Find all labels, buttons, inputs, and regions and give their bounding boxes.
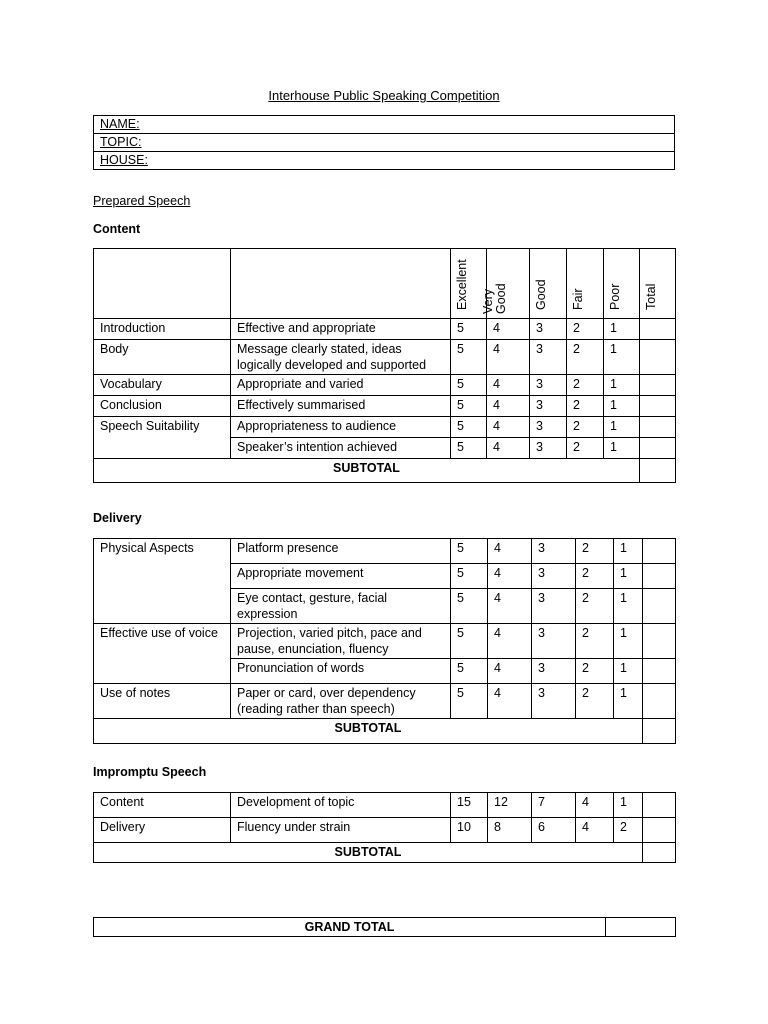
score-cell[interactable]: 7 (532, 793, 576, 818)
score-cell[interactable]: 3 (530, 340, 567, 375)
category-cell: Vocabulary (94, 375, 231, 396)
page-title: Interhouse Public Speaking Competition (268, 88, 500, 103)
table-row (94, 659, 676, 684)
score-cell[interactable]: 2 (567, 417, 604, 438)
category-cell: Content (94, 793, 231, 818)
score-cell[interactable]: 3 (532, 539, 576, 564)
score-cell[interactable]: 4 (576, 818, 614, 843)
table-row (94, 340, 676, 375)
category-cell: Conclusion (94, 396, 231, 417)
score-cell[interactable]: 3 (530, 438, 567, 459)
participant-info-table (93, 115, 675, 170)
impromptu-subtotal-row (94, 843, 676, 863)
delivery-rows (94, 539, 676, 719)
score-cell[interactable]: 12 (488, 793, 532, 818)
score-cell[interactable]: 5 (451, 659, 488, 684)
total-cell[interactable] (643, 589, 676, 624)
criterion-cell: Effectively summarised (231, 396, 451, 417)
impromptu-speech-heading: Impromptu Speech (93, 765, 207, 779)
score-cell[interactable]: 4 (488, 659, 532, 684)
content-header-row (94, 249, 676, 319)
criterion-cell: Effective and appropriate (231, 319, 451, 340)
score-cell[interactable]: 1 (604, 417, 640, 438)
subtotal-label: SUBTOTAL (94, 843, 643, 863)
impromptu-rows (94, 793, 676, 843)
score-cell[interactable]: 2 (567, 375, 604, 396)
header-poor: Poor (604, 249, 640, 319)
name-field[interactable]: NAME: (94, 116, 675, 134)
score-cell[interactable]: 4 (487, 375, 530, 396)
header-good: Good (530, 249, 567, 319)
score-cell[interactable]: 5 (451, 396, 487, 417)
category-cell: Speech Suitability (94, 417, 231, 438)
total-cell[interactable] (640, 319, 676, 340)
score-cell[interactable]: 3 (532, 564, 576, 589)
score-cell[interactable]: 3 (530, 417, 567, 438)
score-cell[interactable]: 5 (451, 564, 488, 589)
score-cell[interactable]: 4 (487, 319, 530, 340)
criterion-cell: Appropriate movement (231, 564, 451, 589)
score-cell[interactable]: 6 (532, 818, 576, 843)
total-cell[interactable] (643, 564, 676, 589)
category-cell: Physical Aspects (94, 539, 231, 564)
score-cell[interactable]: 4 (576, 793, 614, 818)
table-row (94, 793, 676, 818)
score-cell[interactable]: 1 (614, 564, 643, 589)
score-cell[interactable]: 15 (451, 793, 488, 818)
score-cell[interactable]: 5 (451, 684, 488, 719)
score-cell[interactable]: 3 (532, 684, 576, 719)
score-cell[interactable]: 3 (530, 319, 567, 340)
category-cell: Body (94, 340, 231, 375)
score-cell[interactable]: 5 (451, 340, 487, 375)
table-row (94, 375, 676, 396)
category-cell: Use of notes (94, 684, 231, 719)
score-cell[interactable]: 2 (567, 340, 604, 375)
score-cell[interactable]: 3 (530, 396, 567, 417)
subtotal-cell[interactable] (643, 719, 676, 744)
score-cell[interactable]: 2 (576, 589, 614, 624)
score-cell[interactable]: 2 (567, 396, 604, 417)
criterion-cell: Appropriateness to audience (231, 417, 451, 438)
total-cell[interactable] (643, 818, 676, 843)
delivery-heading: Delivery (93, 511, 142, 525)
criterion-cell: Projection, varied pitch, pace and pause, enunciation, fluency (231, 624, 451, 659)
criterion-cell: Appropriate and varied (231, 375, 451, 396)
impromptu-table (93, 792, 676, 863)
content-table (93, 248, 676, 483)
table-row (94, 684, 676, 719)
total-cell[interactable] (643, 539, 676, 564)
score-cell[interactable]: 4 (487, 417, 530, 438)
table-row (94, 589, 676, 624)
score-cell[interactable]: 4 (487, 438, 530, 459)
criterion-cell: Message clearly stated, ideas logically developed and supported (231, 340, 451, 375)
score-cell[interactable]: 1 (614, 684, 643, 719)
score-cell[interactable]: 2 (576, 539, 614, 564)
score-cell[interactable]: 5 (451, 589, 488, 624)
score-cell[interactable]: 5 (451, 539, 488, 564)
prepared-speech-heading: Prepared Speech (93, 194, 191, 208)
score-cell[interactable]: 1 (604, 396, 640, 417)
score-cell[interactable]: 2 (576, 624, 614, 659)
category-cell: Effective use of voice (94, 624, 231, 659)
score-cell[interactable]: 4 (487, 396, 530, 417)
score-cell[interactable]: 1 (604, 438, 640, 459)
delivery-table (93, 538, 676, 744)
score-cell[interactable]: 4 (488, 539, 532, 564)
score-cell[interactable]: 1 (604, 319, 640, 340)
criterion-cell: Platform presence (231, 539, 451, 564)
total-cell[interactable] (643, 624, 676, 659)
table-row (94, 539, 676, 564)
table-row (94, 818, 676, 843)
score-cell[interactable]: 2 (576, 659, 614, 684)
total-cell[interactable] (640, 438, 676, 459)
score-cell[interactable]: 1 (614, 793, 643, 818)
score-cell[interactable]: 5 (451, 319, 487, 340)
header-very-good: Very Good (487, 249, 530, 319)
grand-total-cell[interactable] (606, 918, 676, 937)
score-cell[interactable]: 4 (488, 589, 532, 624)
category-cell (94, 564, 231, 589)
score-cell[interactable]: 1 (614, 539, 643, 564)
score-cell[interactable]: 3 (530, 375, 567, 396)
score-cell[interactable]: 3 (532, 659, 576, 684)
criterion-cell: Paper or card, over dependency (reading rather than speech) (231, 684, 451, 719)
table-row (94, 319, 676, 340)
score-cell[interactable]: 1 (614, 589, 643, 624)
table-row (94, 564, 676, 589)
total-cell[interactable] (643, 684, 676, 719)
subtotal-cell[interactable] (643, 843, 676, 863)
table-row (94, 438, 676, 459)
subtotal-label: SUBTOTAL (94, 459, 640, 483)
content-heading: Content (93, 222, 141, 236)
category-cell: Delivery (94, 818, 231, 843)
table-row (94, 624, 676, 659)
score-cell[interactable]: 1 (614, 659, 643, 684)
subtotal-cell[interactable] (640, 459, 676, 483)
criterion-cell: Development of topic (231, 793, 451, 818)
score-cell[interactable]: 10 (451, 818, 488, 843)
subtotal-label: SUBTOTAL (94, 719, 643, 744)
total-cell[interactable] (643, 793, 676, 818)
score-cell[interactable]: 5 (451, 417, 487, 438)
score-cell[interactable]: 5 (451, 438, 487, 459)
score-cell[interactable]: 1 (604, 375, 640, 396)
score-cell[interactable]: 2 (576, 684, 614, 719)
criterion-cell: Pronunciation of words (231, 659, 451, 684)
grand-total-table (93, 917, 676, 937)
score-cell[interactable]: 8 (488, 818, 532, 843)
total-cell[interactable] (640, 396, 676, 417)
category-cell (94, 659, 231, 684)
category-cell: Introduction (94, 319, 231, 340)
score-cell[interactable]: 4 (488, 684, 532, 719)
total-cell[interactable] (640, 417, 676, 438)
criterion-cell: Fluency under strain (231, 818, 451, 843)
grand-total-label: GRAND TOTAL (94, 918, 606, 937)
header-total: Total (640, 249, 676, 319)
category-cell (94, 589, 231, 624)
score-cell[interactable]: 2 (576, 564, 614, 589)
content-subtotal-row (94, 459, 676, 483)
score-cell[interactable]: 2 (567, 319, 604, 340)
score-cell[interactable]: 1 (604, 340, 640, 375)
score-cell[interactable]: 3 (532, 624, 576, 659)
score-cell[interactable]: 5 (451, 624, 488, 659)
criterion-cell: Speaker’s intention achieved (231, 438, 451, 459)
score-cell[interactable]: 3 (532, 589, 576, 624)
score-cell[interactable]: 1 (614, 624, 643, 659)
topic-field[interactable]: TOPIC: (94, 134, 675, 152)
score-cell[interactable]: 4 (488, 564, 532, 589)
score-cell[interactable]: 2 (614, 818, 643, 843)
table-row (94, 417, 676, 438)
total-cell[interactable] (640, 375, 676, 396)
score-cell[interactable]: 4 (487, 340, 530, 375)
header-fair: Fair (567, 249, 604, 319)
category-cell (94, 438, 231, 459)
score-cell[interactable]: 4 (488, 624, 532, 659)
criterion-cell: Eye contact, gesture, facial expression (231, 589, 451, 624)
table-row (94, 396, 676, 417)
score-cell[interactable]: 2 (567, 438, 604, 459)
delivery-subtotal-row (94, 719, 676, 744)
total-cell[interactable] (640, 340, 676, 375)
score-cell[interactable]: 5 (451, 375, 487, 396)
house-field[interactable]: HOUSE: (94, 152, 675, 170)
header-excellent: Excellent (451, 249, 487, 319)
total-cell[interactable] (643, 659, 676, 684)
content-rows (94, 319, 676, 459)
